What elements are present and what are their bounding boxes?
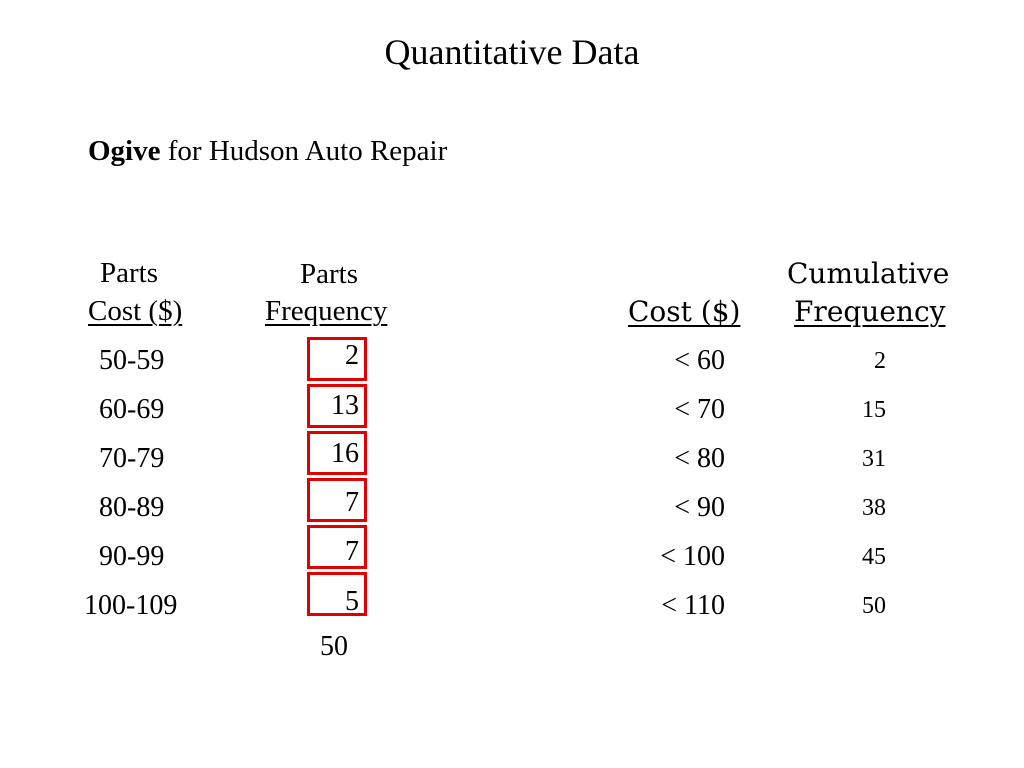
right-cum-cell-5: 50 — [862, 593, 886, 619]
right-cost-cell-2: < 80 — [674, 443, 725, 474]
right-cost-cell-5: < 110 — [661, 590, 725, 621]
left-freq-cell-0: 2 — [345, 340, 359, 371]
left-cost-cell-1: 60-69 — [99, 394, 165, 425]
left-freq-cell-1: 13 — [331, 390, 359, 421]
left-freq-cell-5: 5 — [345, 586, 359, 617]
left-freq-total: 50 — [320, 631, 348, 662]
subtitle — [88, 137, 447, 166]
left-cost-cell-5: 100-109 — [84, 590, 178, 621]
subtitle-rest: for Hudson Auto Repair — [160, 135, 448, 167]
right-cum-cell-3: 38 — [862, 495, 886, 521]
left-cost-cell-3: 80-89 — [99, 492, 165, 523]
left-cost-cell-4: 90-99 — [99, 541, 165, 572]
left-header-freq-top: Parts — [300, 258, 358, 290]
right-cum-cell-4: 45 — [862, 544, 886, 570]
left-header-cost-top: Parts — [100, 257, 158, 289]
right-header-cum-top: Cumulative — [787, 257, 950, 290]
right-cost-cell-0: < 60 — [674, 345, 725, 376]
subtitle-bold: Ogive — [88, 135, 161, 167]
right-cum-cell-2: 31 — [862, 446, 886, 472]
left-cost-cell-2: 70-79 — [99, 443, 165, 474]
right-header-cum-bottom: Frequency — [794, 295, 946, 328]
left-freq-cell-2: 16 — [331, 438, 359, 469]
left-header-cost-bottom: Cost ($) — [88, 295, 183, 327]
right-cost-cell-3: < 90 — [674, 492, 725, 523]
left-header-freq-bottom: Frequency — [265, 295, 388, 327]
left-cost-cell-0: 50-59 — [99, 345, 165, 376]
left-freq-cell-3: 7 — [345, 487, 359, 518]
right-cost-cell-4: < 100 — [660, 541, 725, 572]
right-cum-cell-1: 15 — [862, 397, 886, 423]
right-header-cost: Cost ($) — [628, 295, 741, 328]
right-cost-cell-1: < 70 — [674, 394, 725, 425]
left-freq-cell-4: 7 — [345, 536, 359, 567]
page-title: Quantitative Data — [384, 32, 640, 72]
right-cum-cell-0: 2 — [874, 348, 886, 374]
